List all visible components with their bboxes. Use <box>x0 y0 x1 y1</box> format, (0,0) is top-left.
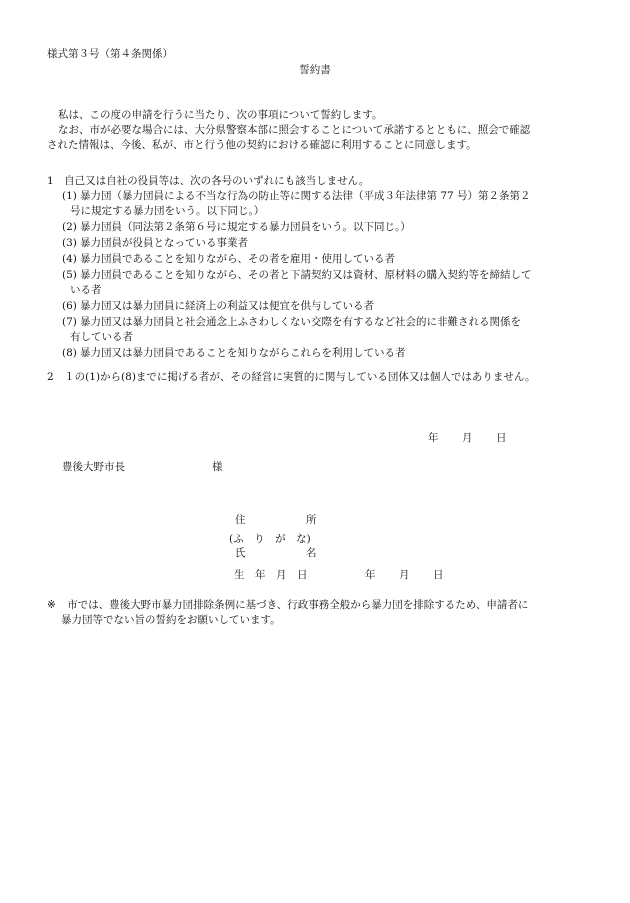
address-label-1: 住 <box>235 514 246 526</box>
subitem-text: 暴力団又は暴力団員であることを知りながらこれらを利用している者 <box>80 347 406 359</box>
subitem-text: 暴力団員であることを知りながら、その者を雇用・使用している者 <box>80 253 395 265</box>
note <box>47 598 607 628</box>
address-label-2: 所 <box>306 514 317 526</box>
intro-paragraph <box>47 108 587 153</box>
subitem-text: 暴力団員（同法第２条第６号に規定する暴力団員をいう。以下同じ。） <box>80 221 411 233</box>
note-line-2: 暴力団等でない旨の誓約をお願いしています。 <box>61 614 281 626</box>
item-1-heading: 1 自己又は自社の役員等は、次の各号のいずれにも該当しません。 <box>47 175 370 187</box>
subitem-text: 暴力団又は暴力団員に経済上の利益又は便宜を供与している者 <box>80 300 374 312</box>
date-day: 日 <box>496 432 507 444</box>
subitem-mark: (2) <box>62 221 77 233</box>
subitem-text: 暴力団員であることを知りながら、その者と下請契約又は資材、原材料の購入契約等を締結して <box>80 269 532 281</box>
intro-line-1: 私は、この度の申請を行うに当たり、次の事項について誓約します。 <box>58 109 383 121</box>
name-label-2: 名 <box>306 547 317 559</box>
subitem <box>62 346 592 361</box>
birthdate-label: 生 年 月 日 <box>234 569 308 581</box>
intro-line-3: された情報は、今後、私が、市と行う他の契約における確認に利用することに同意します。 <box>47 139 477 151</box>
subitem-mark: (8) <box>62 347 77 359</box>
document-title: 誓約書 <box>299 64 331 76</box>
birthdate-year: 年 <box>365 569 376 581</box>
name-label-1: 氏 <box>235 547 246 559</box>
subitem-continuation: 有している者 <box>70 331 133 343</box>
subitem <box>62 189 592 219</box>
subitem <box>62 236 592 251</box>
subitem <box>62 299 592 314</box>
subitem-mark: (7) <box>62 316 77 328</box>
subitem-continuation: いる者 <box>70 284 102 296</box>
subitem-text: 暴力団又は暴力団員と社会通念上ふさわしくない交際を有するなど社会的に非難される関係を <box>80 316 521 328</box>
subitem-mark: (1) <box>62 190 77 202</box>
subitem-mark: (4) <box>62 253 77 265</box>
birthdate-day: 日 <box>433 569 444 581</box>
addressee-honorific: 様 <box>212 461 223 473</box>
addressee-name: 豊後大野市長 <box>62 461 125 473</box>
subitem <box>62 268 592 298</box>
subitem <box>62 315 592 345</box>
form-number: 様式第３号（第４条関係） <box>47 48 173 60</box>
furigana-label: (ふ り が な) <box>229 533 311 545</box>
subitem <box>62 220 592 235</box>
subitem <box>62 252 592 267</box>
note-mark: ※ <box>47 599 56 611</box>
intro-line-2: なお、市が必要な場合には、大分県警察本部に照会することについて承諾するとともに、照会で確認 <box>58 124 531 136</box>
subitem-text: 暴力団員が役員となっている事業者 <box>80 237 248 249</box>
date-month: 月 <box>462 432 473 444</box>
date-year: 年 <box>428 432 439 444</box>
birthdate-month: 月 <box>399 569 410 581</box>
note-line-1: 市では、豊後大野市暴力団排除条例に基づき、行政事務全般から暴力団を排除するため、申請者に <box>67 599 529 611</box>
subitem-mark: (6) <box>62 300 77 312</box>
subitem-text: 暴力団（暴力団員による不当な行為の防止等に関する法律（平成３年法律第 77 号）第２条第２ <box>80 190 531 202</box>
subitem-mark: (5) <box>62 269 77 281</box>
subitem-continuation: 号に規定する暴力団をいう。以下同じ。） <box>70 205 265 217</box>
subitem-mark: (3) <box>62 237 77 249</box>
item-2: 2 １の(1)から(8)までに掲げる者が、その経営に実質的に関与している団体又は個人ではありません。 <box>47 371 536 383</box>
